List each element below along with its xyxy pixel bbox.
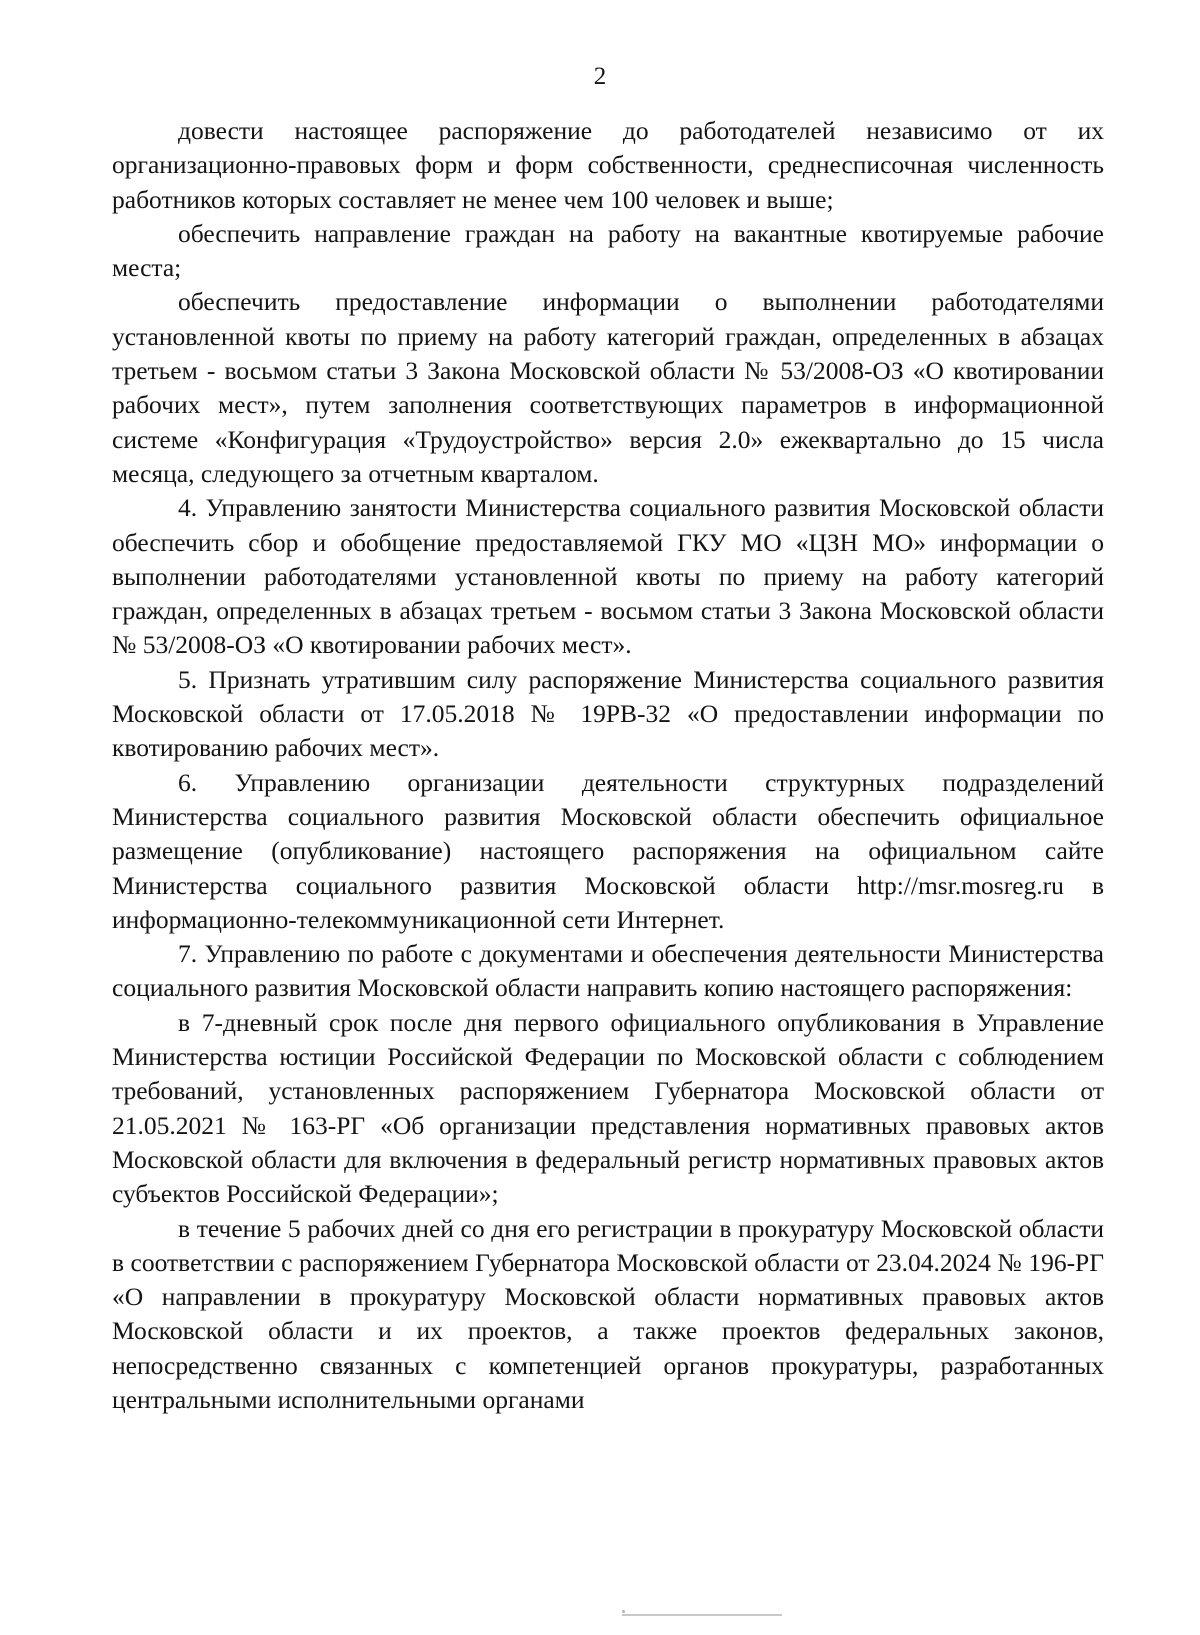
paragraph-item-7: 7. Управлению по работе с документами и обеспечения деятельности Министерства социального развития Московской области направить копию настоящего распоряжения:	[112, 939, 1104, 1003]
page-number: 2	[593, 63, 607, 90]
paragraph-item-5: 5. Признать утратившим силу распоряжение Министерства социального развития Московской области от 17.05.2018 № 19РВ-32 «О предоставлении информации по квотированию рабочих мест».	[112, 664, 1104, 763]
paragraph-item-4: 4. Управлению занятости Министерства социального развития Московской области обеспечить сбор и обобщение предоставляемой ГКУ МО «ЦЗН МО» информации о выполнении работодателями установленной квоты по приему на работу категорий граждан, определенных в абзацах третьем - восьмом статьи 3 Закона Московской области № 53/2008-ОЗ «О квотировании рабочих мест».	[112, 493, 1104, 660]
paragraph-item-6: 6. Управлению организации деятельности структурных подразделений Министерства социального развития Московской области обеспечить официальное размещение (опубликование) настоящего распоряжения на официальном сайте Министерства социального развития Московской области http://msr.mosreg.ru в информационно-телекоммуникационной сети Интернет.	[112, 767, 1104, 934]
paragraph-prosecutor-office: в течение 5 рабочих дней со дня его регистрации в прокуратуру Московской области в соответствии с распоряжением Губернатора Московской области от 23.04.2024 № 196-РГ «О направлении в прокуратуру Московской области нормативных правовых актов Московской области и их проектов, а также проектов федеральных законов, непосредственно связанных с компетенцией органов прокуратуры, разработанных центральными исполнительными органами	[112, 1213, 1104, 1414]
scan-edge-line	[622, 1614, 782, 1616]
paragraph-ministry-of-justice: в 7-дневный срок после дня первого официального опубликования в Управление Министерства юстиции Российской Федерации по Московской области с соблюдением требований, установленных распоряжением Губернатора Московской области от 21.05.2021 № 163-РГ «Об организации представления нормативных правовых актов Московской области для включения в федеральный регистр нормативных правовых актов субъектов Российской Федерации»;	[112, 1007, 1104, 1209]
scan-artifact	[622, 1610, 625, 1613]
document-body	[112, 114, 1104, 1417]
paragraph-referral-citizens: обеспечить направление граждан на работу на вакантные квотируемые рабочие места;	[112, 218, 1104, 283]
paragraph-quota-information: обеспечить предоставление информации о выполнении работодателями установленной квоты по приему на работу категорий граждан, определенных в абзацах третьем - восьмом статьи 3 Закона Московской области № 53/2008-ОЗ «О квотировании рабочих мест», путем заполнения соответствующих параметров в информационной системе «Конфигурация «Трудоустройство» версия 2.0» ежеквартально до 15 числа месяца, следующего за отчетным кварталом.	[112, 287, 1104, 488]
paragraph-notify-employers: довести настоящее распоряжение до работодателей независимо от их организационно-правовых форм и форм собственности, среднесписочная численность работников которых составляет не менее чем 100 человек и выше;	[112, 116, 1104, 214]
